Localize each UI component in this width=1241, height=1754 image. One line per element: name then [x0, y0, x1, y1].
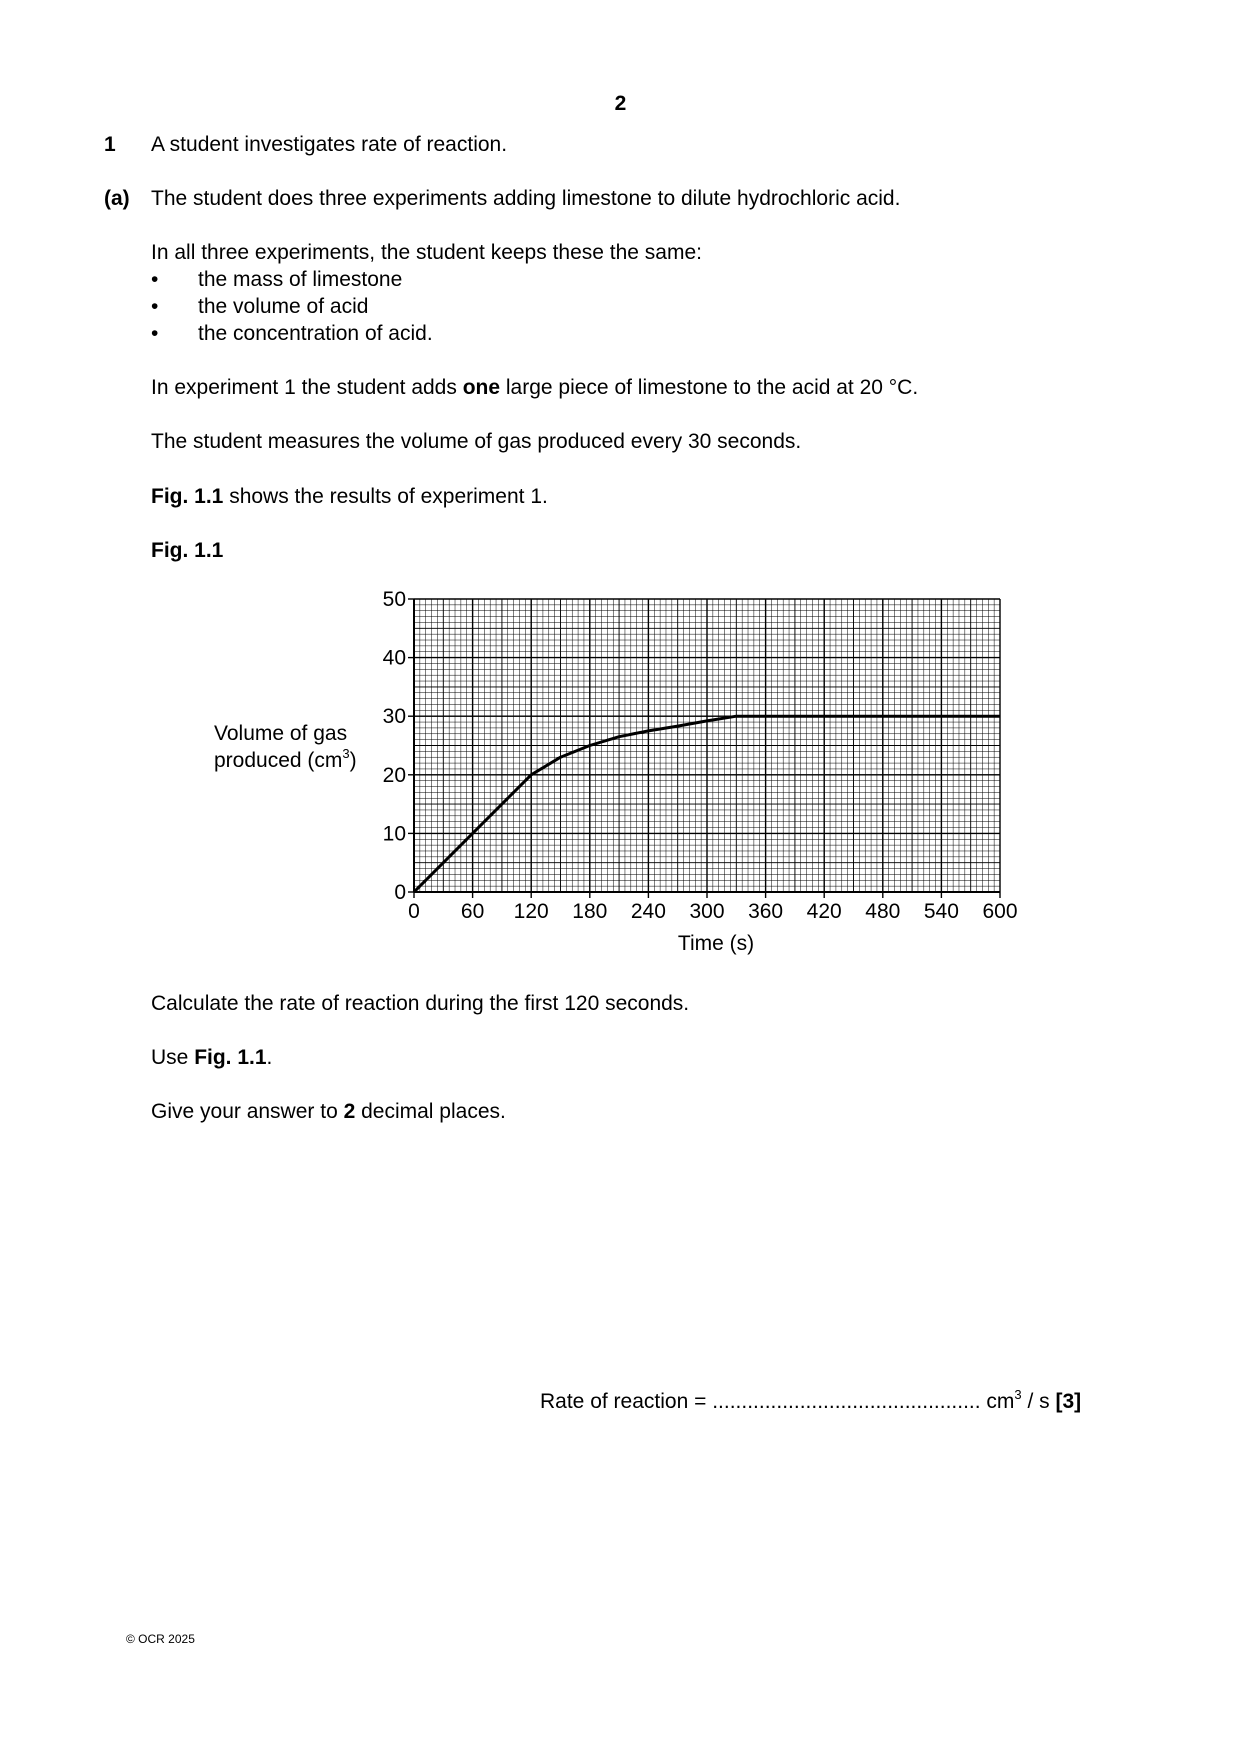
- bullet-marker: •: [151, 295, 159, 318]
- figure-caption: Fig. 1.1: [151, 539, 224, 562]
- x-tick-label: 360: [748, 900, 784, 923]
- marks: [3]: [1055, 1390, 1082, 1413]
- question-part-label: (a): [104, 187, 130, 210]
- bullet-item: the mass of limestone: [198, 268, 403, 291]
- calculate-instruction: Calculate the rate of reaction during the first 120 seconds.: [151, 992, 690, 1015]
- y-tick-label: 10: [382, 822, 406, 846]
- x-tick-label: 600: [982, 900, 1018, 923]
- y-tick-label: 20: [382, 763, 406, 787]
- grid-major: [414, 599, 1000, 892]
- x-tick-label: 540: [923, 900, 959, 923]
- experiment-1-text: In experiment 1 the student adds one large piece of limestone to the acid at 20 °C.: [151, 376, 919, 399]
- bullet-marker: •: [151, 322, 159, 345]
- answer-label: Rate of reaction =: [540, 1390, 713, 1413]
- x-tick-label: 480: [865, 900, 901, 923]
- answer-line: Rate of reaction = .............................................. $cm^3$ / s [3]: [540, 1387, 1082, 1413]
- bullet-item: the volume of acid: [198, 295, 369, 318]
- decimal-places-instruction: Give your answer to 2 decimal places.: [151, 1100, 506, 1123]
- copyright: © OCR 2025: [126, 1632, 195, 1646]
- y-tick-label: 40: [382, 646, 406, 670]
- question-number: 1: [104, 133, 116, 156]
- ticks: [383, 588, 1018, 923]
- x-axis-label: Time (s): [677, 932, 755, 955]
- answer-dots[interactable]: ..............................................: [712, 1390, 981, 1413]
- x-tick-label: 420: [806, 900, 842, 923]
- figure-reference: Fig. 1.1 shows the results of experiment 1.: [151, 485, 548, 508]
- x-tick-label: 0: [408, 900, 420, 923]
- question-stem: A student investigates rate of reaction.: [151, 133, 508, 156]
- y-tick-label: 0: [394, 881, 406, 904]
- x-tick-label: 120: [513, 900, 549, 923]
- measure-text: The student measures the volume of gas produced every 30 seconds.: [151, 430, 802, 453]
- bullet-marker: •: [151, 268, 159, 291]
- bullet-item: the concentration of acid.: [198, 322, 433, 345]
- same-intro: In all three experiments, the student keeps these the same:: [151, 241, 702, 264]
- y-axis-label: Volume of gas produced $(cm^3)$: [214, 722, 357, 772]
- x-tick-label: 60: [460, 900, 485, 923]
- use-figure-instruction: Use Fig. 1.1.: [151, 1046, 273, 1069]
- part-intro: The student does three experiments adding limestone to dilute hydrochloric acid.: [151, 187, 901, 210]
- y-tick-label: 50: [382, 588, 406, 611]
- x-tick-label: 240: [630, 900, 666, 923]
- y-tick-label: 30: [382, 705, 406, 729]
- x-tick-label: 180: [572, 900, 608, 923]
- x-tick-label: 300: [689, 900, 725, 923]
- page-number: 2: [614, 92, 627, 115]
